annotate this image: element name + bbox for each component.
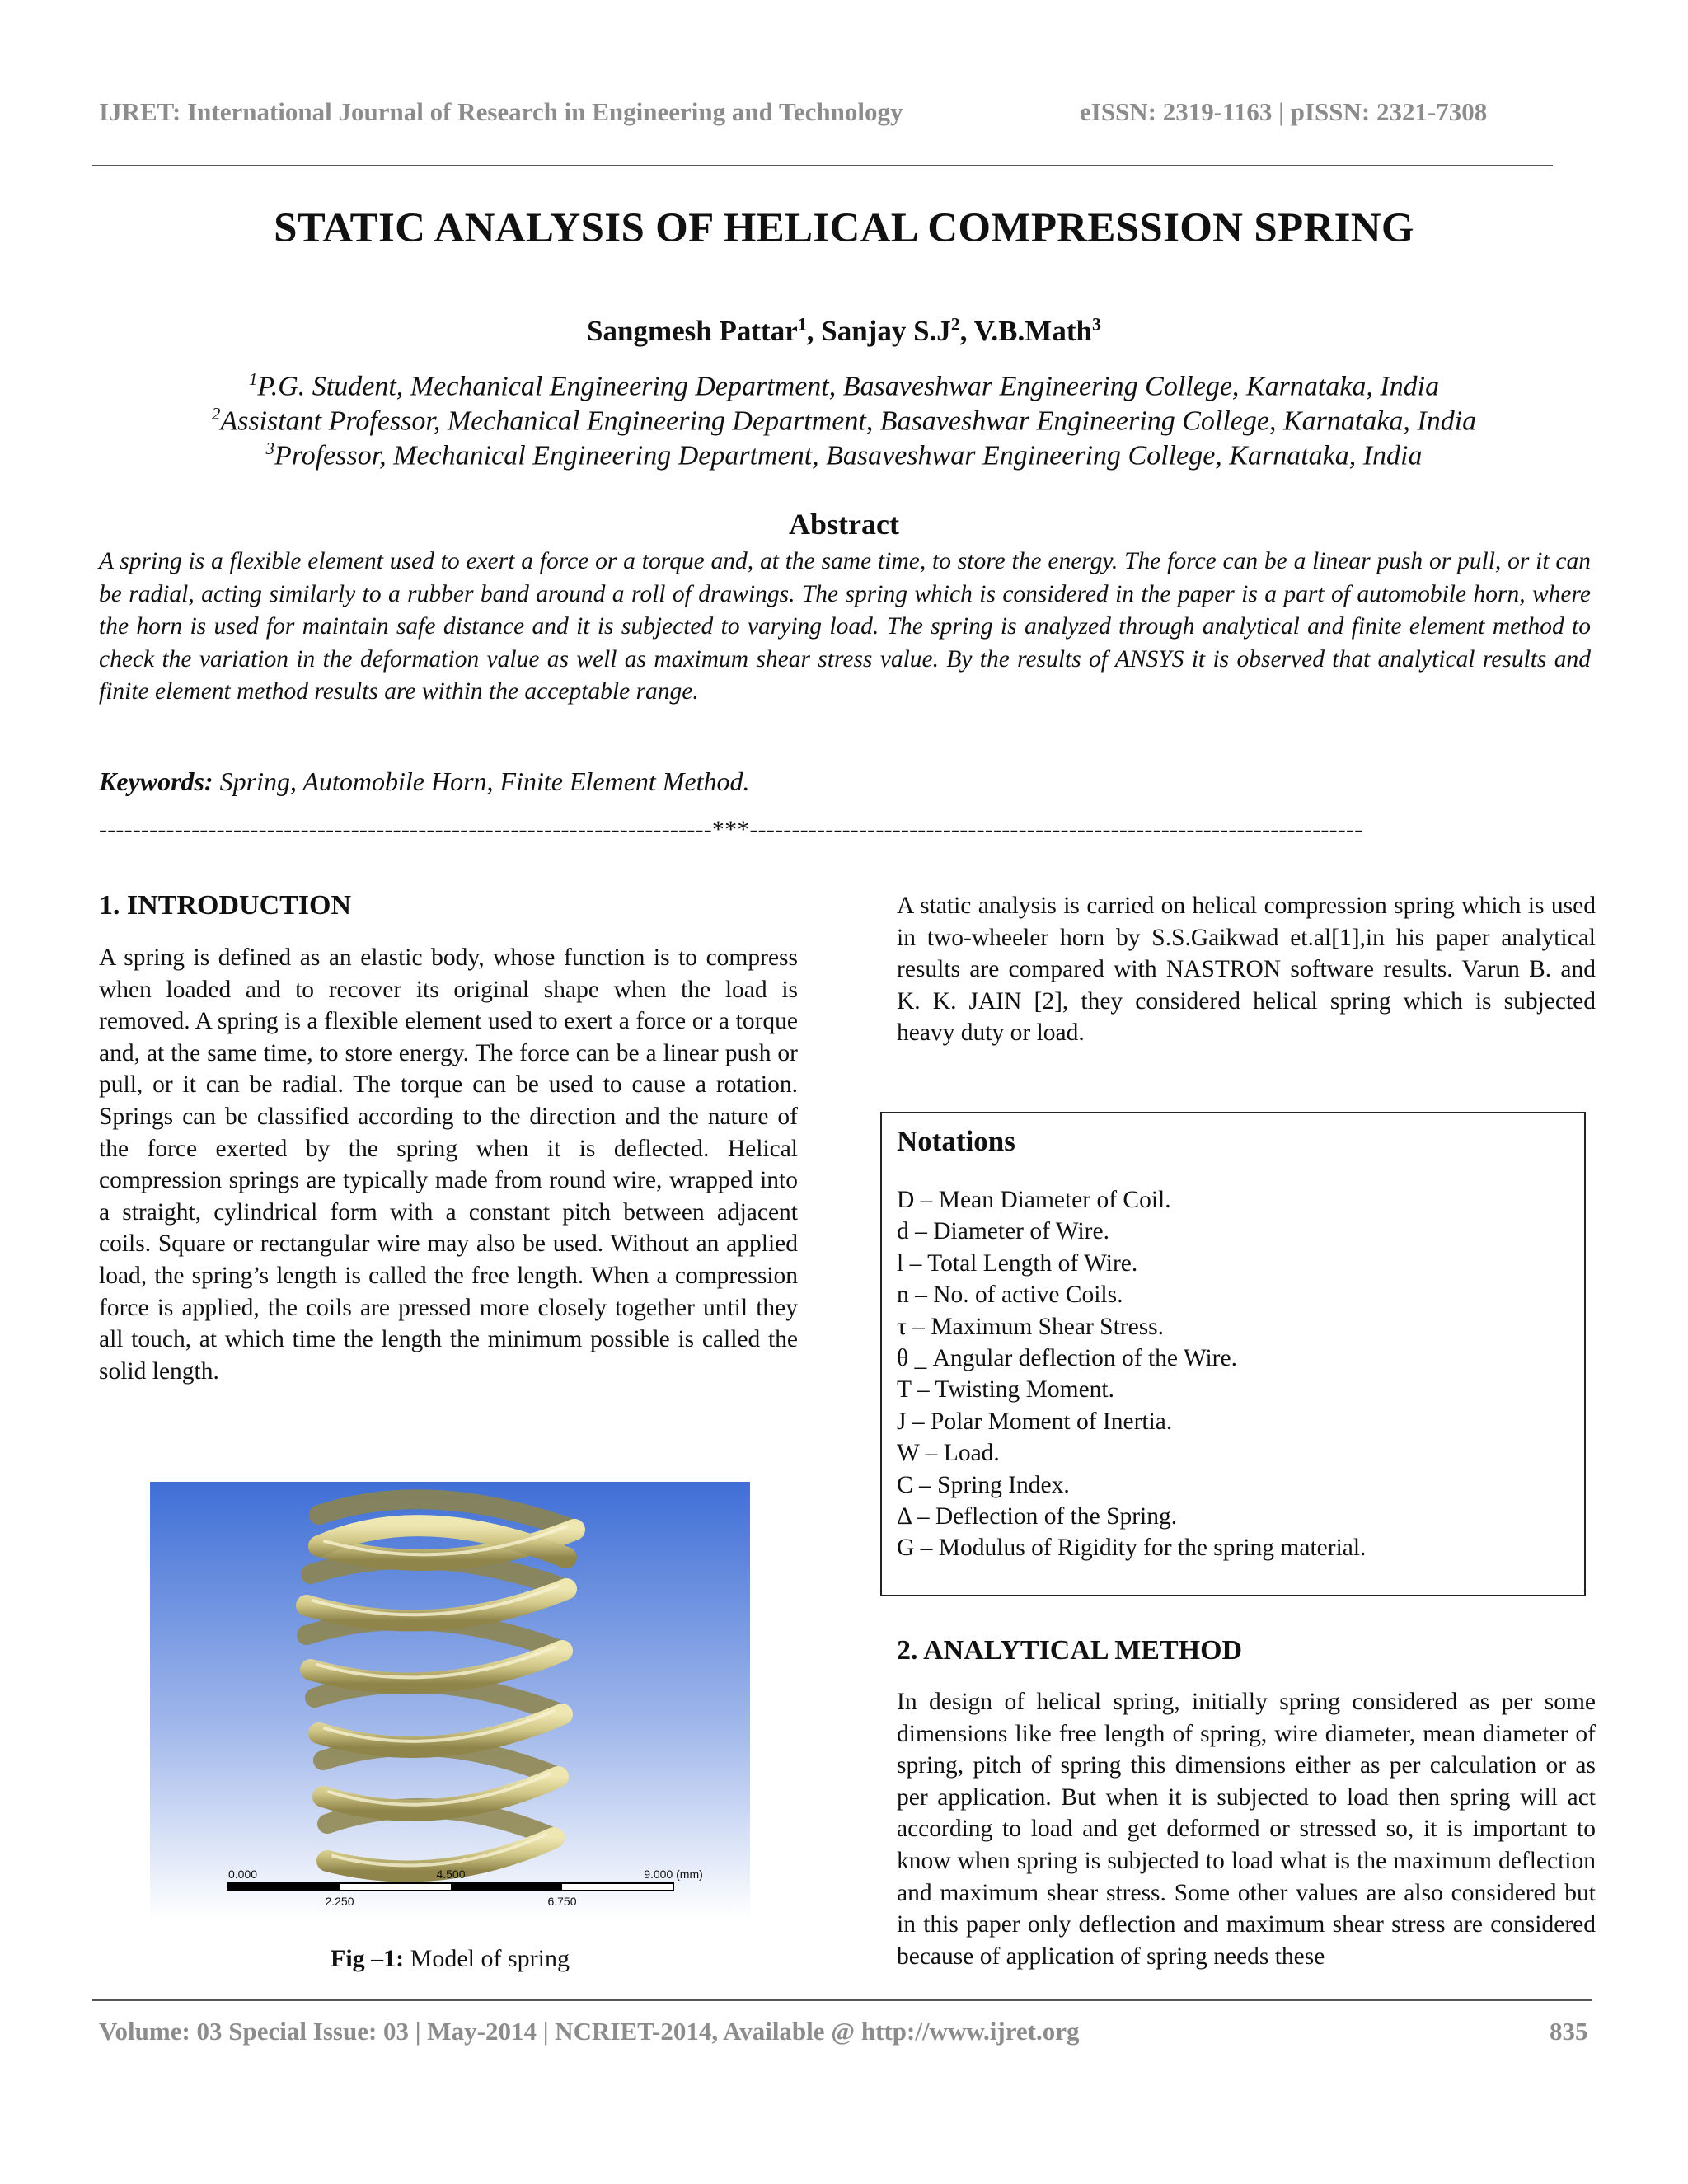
- author-line: [0, 313, 1688, 348]
- keywords: Keywords: Spring, Automobile Horn, Finite Element Method.: [99, 766, 750, 796]
- issn-header: eISSN: 2319-1163 | pISSN: 2321-7308: [1080, 97, 1488, 126]
- notation-item: Δ – Deflection of the Spring.: [897, 1503, 1178, 1530]
- intro-text: A spring is defined as an elastic body, whose function is to compress when loaded and to recover its original shape when the load is removed. A spring is a flexible element used to exert a force or a torque and, at the same time, to store energy. The force can be a linear push or pull, or it can be radial. The torque can be used to cause a rotation. Springs can be classified according to the direction and the nature of the force exerted by the spring when it is deflected. Helical compression springs are typically made from round wire, wrapped into a straight, cylindrical form with a constant pitch between adjacent coils. Square or rectangular wire may also be used. Without an applied load, the spring’s length is called the free length. When a compression force is applied, the coils are pressed more closely together until they all touch, at which time the length the minimum possible is called the solid length.: [99, 944, 798, 1385]
- notation-item: θ _ Angular deflection of the Wire.: [897, 1345, 1237, 1372]
- intro-heading: 1. INTRODUCTION: [99, 890, 352, 921]
- spring-model-figure: [150, 1482, 750, 1919]
- scale-bar: [228, 1883, 673, 1891]
- affiliation-3: $^3$Professor, Mechanical Engineering Department, Basaveshwar Engineering College, Karnataka, India: [265, 438, 1423, 471]
- notations-list: [897, 1184, 1366, 1564]
- affiliation-1: $^1$P.G. Student, Mechanical Engineering Department, Basaveshwar Engineering College, Karnataka, India: [248, 369, 1440, 402]
- author-1: Sangmesh Pattar$^1$,: [587, 313, 822, 347]
- spring-model-image: [150, 1482, 750, 1919]
- footer-volume-info: Volume: 03 Special Issue: 03 | May-2014 | NCRIET-2014, Available @ http://www.ijret.org: [99, 2017, 1080, 2046]
- author-2: Sanjay $S.J^2$,: [821, 313, 974, 347]
- scale-label-6750: 6.750: [547, 1895, 577, 1908]
- notation-item: W – Load.: [897, 1440, 1000, 1467]
- scale-label-2250: 2.250: [325, 1895, 354, 1908]
- figure-background: [150, 1482, 750, 1919]
- notation-item: G – Modulus of Rigidity for the spring material.: [897, 1535, 1367, 1562]
- scale-label-0: 0.000: [228, 1868, 258, 1881]
- author-3: V.B.Math$^3$: [973, 313, 1101, 347]
- notation-item: D – Mean Diameter of Coil.: [897, 1187, 1171, 1213]
- related-work-text: A static analysis is carried on helical compression spring which is used in two-wheeler horn by S.S.Gaikwad et.al[1],in his paper analytical results are compared with NASTRON software results. Varun B. and K. K. JAIN [2], they considered helical spring which is subjected heavy duty or load.: [897, 893, 1596, 1047]
- notations-title: Notations: [897, 1125, 1015, 1157]
- notation-item: C – Spring Index.: [897, 1471, 1070, 1498]
- notation-item: d – Diameter of Wire.: [897, 1218, 1109, 1245]
- notation-item: l – Total Length of Wire.: [897, 1249, 1138, 1277]
- analytical-heading: 2. ANALYTICAL METHOD: [897, 1635, 1243, 1666]
- notation-item: T – Twisting Moment.: [897, 1376, 1115, 1404]
- footer-rule: [92, 1999, 1592, 2001]
- abstract-heading: Abstract: [789, 508, 899, 541]
- journal-header: IJRET: International Journal of Research in Engineering and Technology: [99, 97, 903, 126]
- notation-item: τ – Maximum Shear Stress.: [897, 1313, 1165, 1340]
- section-separator: -------------------------------------------------------------------------***-------------------------------------------------------------------------: [99, 816, 1363, 843]
- notation-item: n – No. of active Coils.: [897, 1282, 1123, 1309]
- notations-box: [880, 1112, 1586, 1596]
- notation-item: J – Polar Moment of Inertia.: [897, 1408, 1173, 1435]
- figure-caption: Fig –1: Model of spring: [331, 1945, 570, 1972]
- analytical-text: In design of helical spring, initially spring considered as per some dimensions like free length of spring, wire diameter, mean diameter of spring, pitch of spring this dimensions either as per calculation or as per application. But when it is subjected to load then spring will act according to load and get deformed or stressed so, it is important to know when spring is subjected to load what is the maximum deflection and maximum shear stress. Some other values are also considered but in this paper only deflection and maximum shear stress are considered because of application of spring needs these: [897, 1689, 1596, 1970]
- scale-label-4500: 4.500: [436, 1868, 466, 1881]
- abstract-text: A spring is a flexible element used to exert a force or a torque and, at the same time, to store the energy. The force can be a linear push or pull, or it can be radial, acting similarly to a rubber band around a roll of drawings. The spring which is considered in the paper is a part of automobile horn, where the horn is used for maintain safe distance and it is subjected to varying load. The spring is analyzed through analytical and finite element method to check the variation in the deformation value as well as maximum shear stress value. By the results of ANSYS it is observed that analytical results and finite element method results are within the acceptable range.: [99, 548, 1591, 705]
- header-rule: [92, 165, 1553, 166]
- paper-title: STATIC ANALYSIS OF HELICAL COMPRESSION SPRING: [274, 205, 1414, 251]
- scale-label-9000: 9.000 (mm): [644, 1868, 703, 1881]
- page-number: 835: [1550, 2017, 1588, 2046]
- affiliation-2: $^2$Assistant Professor, Mechanical Engineering Department, Basaveshwar Engineering College, Karnataka, India: [211, 404, 1477, 437]
